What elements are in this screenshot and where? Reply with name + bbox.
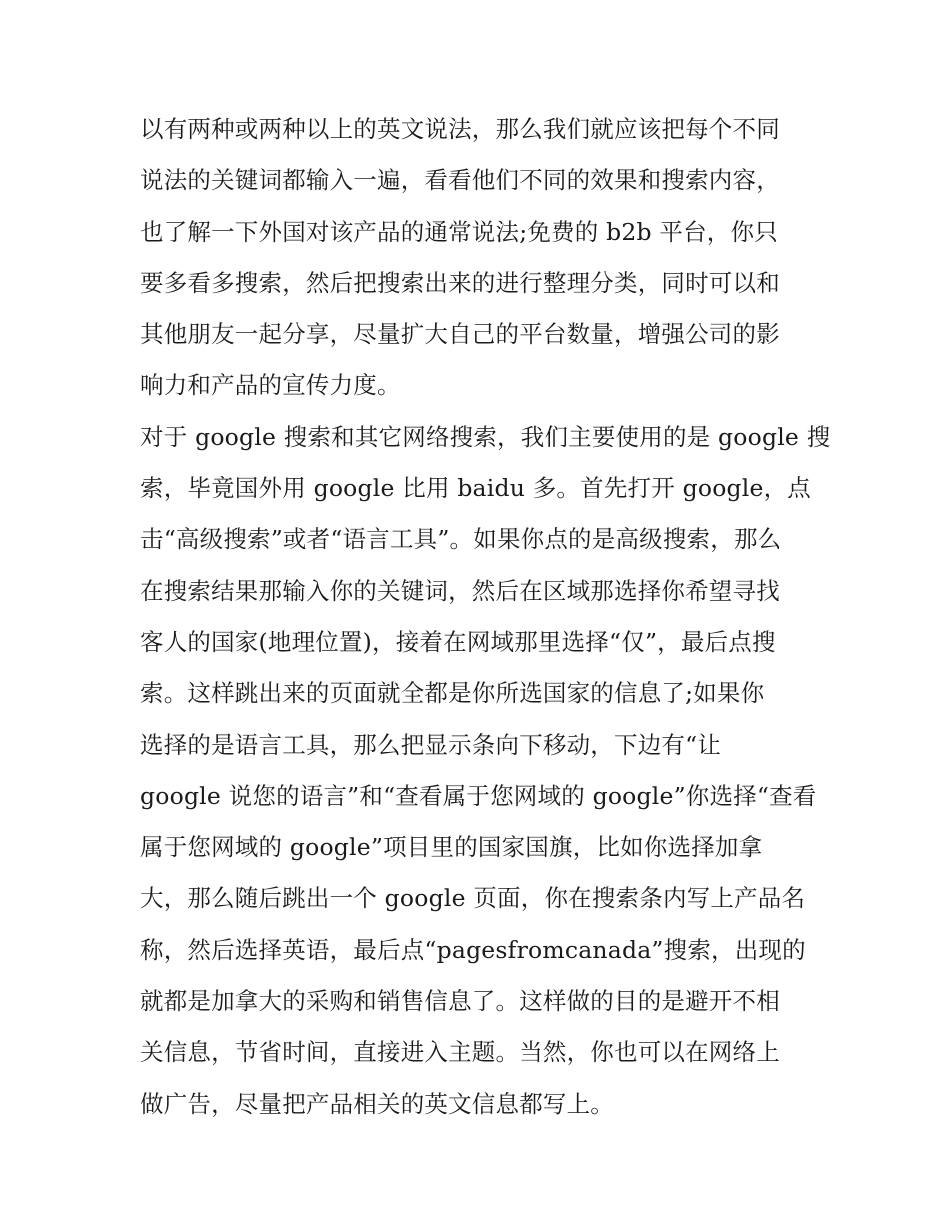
text-line: 关信息，节省时间，直接进入主题。当然，你也可以在网络上 xyxy=(140,1038,780,1067)
text-line: 在搜索结果那输入你的关键词，然后在区域那选择你希望寻找 xyxy=(140,576,780,605)
text-line: 以有两种或两种以上的英文说法，那么我们就应该把每个不同 xyxy=(140,115,780,143)
text-line: 属于您网域的 google”项目里的国家国旗，比如你选择加拿 xyxy=(140,833,763,862)
text-line: 索，毕竟国外用 google 比用 baidu 多。首先打开 google，点 xyxy=(140,474,812,503)
text-line: google 说您的语言”和“查看属于您网域的 google”你选择“查看 xyxy=(140,781,817,810)
text-line: 索。这样跳出来的页面就全都是你所选国家的信息了;如果你 xyxy=(140,679,765,708)
text-line: 称，然后选择英语，最后点“pagesfromcanada”搜索，出现的 xyxy=(140,935,806,964)
text-line: 说法的关键词都输入一遍，看看他们不同的效果和搜索内容， xyxy=(140,166,780,195)
text-line: 客人的国家(地理位置)，接着在网域那里选择“仅”，最后点搜 xyxy=(140,627,776,656)
text-line: 要多看多搜索，然后把搜索出来的进行整理分类，同时可以和 xyxy=(140,268,780,297)
text-line: 就都是加拿大的采购和销售信息了。这样做的目的是避开不相 xyxy=(140,987,780,1016)
text-line: 击“高级搜索”或者“语言工具”。如果你点的是高级搜索，那么 xyxy=(140,525,782,554)
text-line: 选择的是语言工具，那么把显示条向下移动，下边有“让 xyxy=(140,730,722,759)
text-line: 做广告，尽量把产品相关的英文信息都写上。 xyxy=(140,1089,614,1118)
body-text xyxy=(140,104,831,1130)
text-line: 响力和产品的宣传力度。 xyxy=(140,371,401,400)
text-line: 对于 google 搜索和其它网络搜索，我们主要使用的是 google 搜 xyxy=(140,422,831,451)
text-line: 其他朋友一起分享，尽量扩大自己的平台数量，增强公司的影 xyxy=(140,320,780,349)
text-line: 也了解一下外国对该产品的通常说法;免费的 b2b 平台，你只 xyxy=(140,217,778,246)
text-line: 大，那么随后跳出一个 google 页面，你在搜索条内写上产品名 xyxy=(140,884,806,913)
